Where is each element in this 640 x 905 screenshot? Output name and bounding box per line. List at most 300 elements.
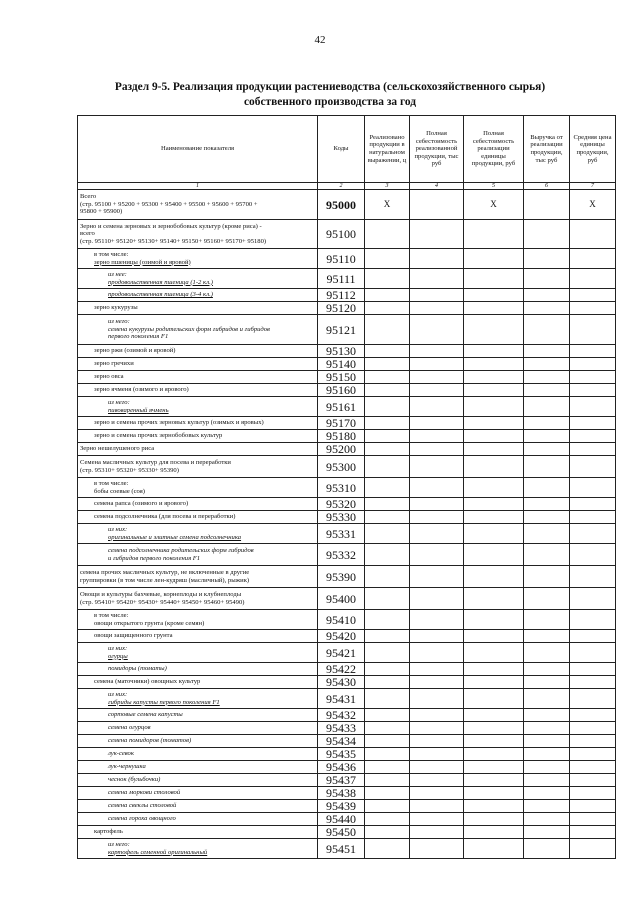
value-cell[interactable] — [464, 220, 524, 249]
value-cell[interactable] — [524, 787, 570, 800]
value-cell[interactable] — [570, 709, 616, 722]
value-cell[interactable] — [524, 643, 570, 663]
value-cell[interactable] — [365, 689, 410, 709]
value-cell[interactable] — [570, 722, 616, 735]
value-cell[interactable] — [464, 787, 524, 800]
value-cell[interactable] — [570, 663, 616, 676]
value-cell[interactable] — [524, 371, 570, 384]
row-code: 95433 — [318, 722, 365, 735]
value-cell[interactable] — [365, 430, 410, 443]
value-cell[interactable] — [570, 511, 616, 524]
value-cell[interactable] — [365, 676, 410, 689]
value-cell[interactable] — [464, 566, 524, 588]
header-average-price: Средняя цена единицы продукции, руб — [570, 116, 616, 183]
value-cell[interactable] — [365, 748, 410, 761]
value-cell[interactable] — [524, 220, 570, 249]
table-row — [78, 371, 616, 384]
value-cell[interactable] — [410, 689, 464, 709]
value-cell[interactable] — [524, 289, 570, 302]
header-revenue: Выручка от реализации продукции, тыс руб — [524, 116, 570, 183]
value-cell[interactable] — [410, 813, 464, 826]
value-cell[interactable] — [410, 630, 464, 643]
row-code: 95420 — [318, 630, 365, 643]
value-cell[interactable] — [365, 511, 410, 524]
indicator-name — [78, 269, 318, 289]
value-cell[interactable] — [410, 676, 464, 689]
indicator-name — [78, 709, 318, 722]
indicator-name-line: огурцы — [108, 652, 128, 660]
value-cell[interactable] — [365, 302, 410, 315]
value-cell[interactable] — [365, 220, 410, 249]
value-cell[interactable] — [524, 676, 570, 689]
value-cell[interactable] — [464, 345, 524, 358]
value-cell[interactable] — [464, 676, 524, 689]
table-row — [78, 826, 616, 839]
indicator-name — [78, 524, 318, 544]
indicator-name-line: зерно кукурузы — [94, 304, 138, 312]
indicator-name-line: в том числе: — [94, 611, 129, 619]
indicator-name — [78, 443, 318, 456]
value-cell[interactable] — [410, 302, 464, 315]
value-cell[interactable] — [365, 630, 410, 643]
value-cell[interactable] — [570, 566, 616, 588]
value-cell[interactable] — [365, 358, 410, 371]
value-cell[interactable] — [464, 735, 524, 748]
value-cell[interactable] — [464, 748, 524, 761]
indicator-name-line: помидоры (томаты) — [108, 665, 167, 673]
value-cell[interactable] — [410, 190, 464, 220]
value-cell[interactable] — [464, 588, 524, 610]
value-cell[interactable] — [410, 839, 464, 859]
value-cell[interactable] — [365, 663, 410, 676]
value-cell[interactable] — [570, 289, 616, 302]
value-cell[interactable] — [570, 735, 616, 748]
indicator-name-line: и гибридов первого поколения F1 — [108, 554, 201, 562]
value-cell[interactable] — [410, 345, 464, 358]
value-cell[interactable] — [570, 826, 616, 839]
value-cell[interactable] — [570, 689, 616, 709]
indicator-name — [78, 302, 318, 315]
row-code: 95300 — [318, 456, 365, 478]
table-body — [78, 190, 616, 859]
header-codes: Коды — [318, 116, 365, 183]
value-cell[interactable] — [464, 813, 524, 826]
table-row — [78, 345, 616, 358]
value-cell[interactable] — [570, 643, 616, 663]
indicator-name-line: бобы соевые (соя) — [94, 487, 145, 495]
value-cell[interactable] — [410, 269, 464, 289]
value-cell[interactable] — [464, 689, 524, 709]
indicator-name — [78, 249, 318, 269]
value-cell[interactable] — [365, 456, 410, 478]
table-row — [78, 456, 616, 478]
value-cell[interactable] — [570, 345, 616, 358]
value-cell[interactable] — [570, 588, 616, 610]
value-cell[interactable] — [524, 709, 570, 722]
value-cell[interactable] — [524, 358, 570, 371]
value-cell[interactable] — [570, 800, 616, 813]
row-code: 95430 — [318, 676, 365, 689]
value-cell[interactable] — [570, 774, 616, 787]
value-cell[interactable] — [524, 511, 570, 524]
value-cell[interactable] — [464, 478, 524, 498]
value-cell[interactable] — [365, 289, 410, 302]
value-cell[interactable] — [410, 397, 464, 417]
value-cell[interactable] — [410, 588, 464, 610]
value-cell[interactable] — [570, 630, 616, 643]
row-code: 95121 — [318, 315, 365, 345]
indicator-name-line: зерно пшеницы (озимой и яровой) — [94, 258, 191, 266]
header-row — [78, 116, 616, 183]
value-cell[interactable] — [524, 190, 570, 220]
value-cell[interactable] — [570, 443, 616, 456]
value-cell[interactable] — [464, 249, 524, 269]
indicator-name — [78, 735, 318, 748]
value-cell[interactable] — [464, 630, 524, 643]
indicator-name-line: Зерно нешелушеного риса — [80, 445, 155, 453]
value-cell[interactable] — [524, 663, 570, 676]
indicator-name-line: из него: — [108, 840, 130, 848]
indicator-name — [78, 689, 318, 709]
value-cell[interactable] — [410, 722, 464, 735]
value-cell[interactable] — [410, 787, 464, 800]
value-cell[interactable] — [570, 524, 616, 544]
value-cell[interactable] — [410, 663, 464, 676]
value-cell[interactable] — [570, 417, 616, 430]
value-cell[interactable] — [570, 787, 616, 800]
table-row — [78, 269, 616, 289]
indicator-name-line: (стр. 95410+ 95420+ 95430+ 95440+ 95450+ 95460+ 95490) — [80, 598, 245, 606]
value-cell[interactable] — [570, 269, 616, 289]
value-cell[interactable] — [570, 761, 616, 774]
row-code: 95110 — [318, 249, 365, 269]
value-cell[interactable] — [524, 813, 570, 826]
value-cell[interactable] — [464, 610, 524, 630]
value-cell[interactable] — [464, 511, 524, 524]
column-number: 7 — [570, 183, 616, 190]
table-row — [78, 800, 616, 813]
value-cell[interactable] — [524, 826, 570, 839]
value-cell[interactable] — [464, 722, 524, 735]
value-cell[interactable] — [365, 774, 410, 787]
table-row — [78, 813, 616, 826]
value-cell[interactable] — [464, 761, 524, 774]
indicator-name — [78, 511, 318, 524]
page-number: 42 — [314, 34, 326, 46]
value-cell[interactable] — [570, 610, 616, 630]
value-cell[interactable] — [464, 397, 524, 417]
value-cell[interactable] — [365, 787, 410, 800]
value-cell[interactable] — [365, 269, 410, 289]
row-code: 95439 — [318, 800, 365, 813]
value-cell[interactable] — [464, 384, 524, 397]
indicator-name-line: семена моркови столовой — [108, 789, 181, 797]
value-cell[interactable] — [524, 630, 570, 643]
value-cell[interactable] — [365, 384, 410, 397]
row-code: 95410 — [318, 610, 365, 630]
indicator-name — [78, 826, 318, 839]
indicator-name — [78, 220, 318, 249]
value-cell[interactable] — [365, 498, 410, 511]
value-cell[interactable] — [524, 774, 570, 787]
value-cell[interactable] — [410, 220, 464, 249]
value-cell[interactable] — [410, 417, 464, 430]
indicator-name-line: (стр. 95310+ 95320+ 95330+ 95390) — [80, 466, 179, 474]
value-cell[interactable] — [365, 371, 410, 384]
value-cell[interactable] — [464, 443, 524, 456]
indicator-name — [78, 588, 318, 610]
table-row — [78, 315, 616, 345]
value-cell[interactable] — [570, 397, 616, 417]
value-cell[interactable]: X — [365, 190, 410, 220]
value-cell[interactable] — [410, 735, 464, 748]
row-code: 95100 — [318, 220, 365, 249]
indicator-name-line: в том числе: — [94, 479, 129, 487]
table-row — [78, 689, 616, 709]
indicator-name-line: зерно овса — [94, 373, 124, 381]
row-code: 95451 — [318, 839, 365, 859]
value-cell[interactable] — [365, 610, 410, 630]
indicator-name-line: продовольственная пшеница (1-2 кл.) — [108, 278, 213, 286]
table-row — [78, 748, 616, 761]
value-cell[interactable] — [410, 371, 464, 384]
column-number: 5 — [464, 183, 524, 190]
value-cell[interactable] — [570, 358, 616, 371]
value-cell[interactable] — [365, 722, 410, 735]
value-cell[interactable] — [524, 417, 570, 430]
value-cell[interactable] — [570, 384, 616, 397]
indicator-name — [78, 748, 318, 761]
value-cell[interactable] — [464, 289, 524, 302]
value-cell[interactable] — [410, 249, 464, 269]
value-cell[interactable] — [464, 826, 524, 839]
indicator-name-line: лук-севок — [108, 750, 134, 758]
value-cell[interactable] — [464, 544, 524, 566]
indicator-name-line: всего — [80, 230, 95, 238]
table-row — [78, 302, 616, 315]
row-code: 95436 — [318, 761, 365, 774]
value-cell[interactable] — [365, 345, 410, 358]
value-cell[interactable] — [464, 371, 524, 384]
value-cell[interactable] — [365, 443, 410, 456]
value-cell[interactable] — [365, 397, 410, 417]
value-cell[interactable] — [570, 430, 616, 443]
value-cell[interactable] — [524, 384, 570, 397]
row-code: 95170 — [318, 417, 365, 430]
value-cell[interactable] — [365, 315, 410, 345]
table-row — [78, 289, 616, 302]
value-cell[interactable] — [410, 315, 464, 345]
value-cell[interactable] — [365, 813, 410, 826]
row-code: 95200 — [318, 443, 365, 456]
value-cell[interactable] — [365, 643, 410, 663]
value-cell[interactable] — [524, 735, 570, 748]
value-cell[interactable] — [570, 478, 616, 498]
indicator-name — [78, 610, 318, 630]
table-row — [78, 630, 616, 643]
value-cell[interactable] — [570, 544, 616, 566]
value-cell[interactable] — [570, 676, 616, 689]
section-title-line-1: Раздел 9-5. Реализация продукции растениеводства (сельскохозяйственного сырья) — [114, 81, 546, 93]
row-code: 95440 — [318, 813, 365, 826]
row-code: 95320 — [318, 498, 365, 511]
value-cell[interactable] — [570, 302, 616, 315]
value-cell[interactable] — [524, 761, 570, 774]
value-cell[interactable] — [464, 774, 524, 787]
value-cell[interactable] — [464, 417, 524, 430]
value-cell[interactable] — [365, 735, 410, 748]
value-cell[interactable] — [410, 709, 464, 722]
value-cell[interactable] — [524, 269, 570, 289]
indicator-name-line: из них: — [108, 644, 128, 652]
value-cell[interactable] — [410, 566, 464, 588]
value-cell[interactable] — [524, 456, 570, 478]
value-cell[interactable] — [410, 478, 464, 498]
value-cell[interactable] — [570, 220, 616, 249]
value-cell[interactable] — [410, 511, 464, 524]
indicator-name — [78, 800, 318, 813]
value-cell[interactable] — [410, 384, 464, 397]
row-code: 95431 — [318, 689, 365, 709]
indicator-name — [78, 630, 318, 643]
value-cell[interactable] — [410, 800, 464, 813]
value-cell[interactable] — [365, 800, 410, 813]
value-cell[interactable] — [524, 524, 570, 544]
value-cell[interactable] — [365, 524, 410, 544]
indicator-name — [78, 345, 318, 358]
value-cell[interactable] — [524, 345, 570, 358]
indicator-name-line: (стр. 95110+ 95120+ 95130+ 95140+ 95150+ 95160+ 95170+ 95180) — [80, 237, 267, 245]
indicator-name-line: семена подсолнечника родительских форм гибридов — [108, 546, 254, 554]
value-cell[interactable] — [570, 315, 616, 345]
value-cell[interactable] — [570, 839, 616, 859]
table-row — [78, 498, 616, 511]
value-cell[interactable] — [464, 498, 524, 511]
value-cell[interactable] — [365, 417, 410, 430]
table-row — [78, 643, 616, 663]
value-cell[interactable] — [524, 800, 570, 813]
value-cell[interactable] — [410, 430, 464, 443]
value-cell[interactable] — [570, 813, 616, 826]
row-code: 95331 — [318, 524, 365, 544]
indicator-name-line: из них: — [108, 690, 128, 698]
section-title-line-2: собственного производства за год — [244, 96, 416, 108]
value-cell[interactable] — [570, 456, 616, 478]
value-cell[interactable] — [464, 456, 524, 478]
value-cell[interactable] — [524, 839, 570, 859]
value-cell[interactable] — [524, 566, 570, 588]
value-cell[interactable] — [410, 524, 464, 544]
value-cell[interactable] — [365, 566, 410, 588]
table-row — [78, 544, 616, 566]
value-cell[interactable] — [410, 498, 464, 511]
value-cell[interactable] — [524, 249, 570, 269]
row-code: 95310 — [318, 478, 365, 498]
indicator-name — [78, 722, 318, 735]
value-cell[interactable] — [464, 358, 524, 371]
table-row — [78, 761, 616, 774]
value-cell[interactable] — [410, 610, 464, 630]
row-code: 95390 — [318, 566, 365, 588]
value-cell[interactable] — [570, 371, 616, 384]
value-cell[interactable] — [410, 443, 464, 456]
value-cell[interactable] — [464, 839, 524, 859]
value-cell[interactable] — [365, 839, 410, 859]
value-cell[interactable] — [365, 588, 410, 610]
value-cell[interactable] — [524, 302, 570, 315]
indicator-name — [78, 663, 318, 676]
value-cell[interactable] — [365, 544, 410, 566]
value-cell[interactable] — [464, 315, 524, 345]
value-cell[interactable] — [410, 643, 464, 663]
value-cell[interactable] — [524, 544, 570, 566]
value-cell[interactable] — [464, 302, 524, 315]
row-code: 95130 — [318, 345, 365, 358]
value-cell[interactable] — [410, 456, 464, 478]
value-cell[interactable] — [365, 249, 410, 269]
value-cell[interactable] — [524, 430, 570, 443]
row-code: 95437 — [318, 774, 365, 787]
row-code: 95112 — [318, 289, 365, 302]
row-code: 95438 — [318, 787, 365, 800]
value-cell[interactable] — [524, 397, 570, 417]
value-cell[interactable] — [570, 249, 616, 269]
value-cell[interactable] — [524, 748, 570, 761]
value-cell[interactable] — [570, 748, 616, 761]
indicator-name — [78, 643, 318, 663]
value-cell[interactable] — [570, 498, 616, 511]
indicator-name-line: семена огурцов — [108, 724, 151, 732]
value-cell[interactable]: X — [570, 190, 616, 220]
column-number: 2 — [318, 183, 365, 190]
value-cell[interactable] — [410, 826, 464, 839]
indicator-name-line: из нее: — [108, 270, 127, 278]
row-code: 95332 — [318, 544, 365, 566]
value-cell[interactable] — [524, 588, 570, 610]
value-cell[interactable] — [524, 443, 570, 456]
value-cell[interactable] — [464, 663, 524, 676]
indicator-name — [78, 544, 318, 566]
value-cell[interactable] — [524, 315, 570, 345]
value-cell[interactable] — [410, 761, 464, 774]
header-indicator-name: Наименование показателя — [78, 116, 318, 183]
value-cell[interactable] — [365, 478, 410, 498]
value-cell[interactable] — [464, 800, 524, 813]
value-cell[interactable] — [410, 289, 464, 302]
table-row — [78, 190, 616, 220]
value-cell[interactable] — [410, 544, 464, 566]
value-cell[interactable] — [524, 689, 570, 709]
value-cell[interactable] — [524, 610, 570, 630]
value-cell[interactable] — [524, 722, 570, 735]
value-cell[interactable] — [524, 498, 570, 511]
value-cell[interactable] — [524, 478, 570, 498]
value-cell[interactable] — [464, 430, 524, 443]
value-cell[interactable]: X — [464, 190, 524, 220]
value-cell[interactable] — [464, 269, 524, 289]
value-cell[interactable] — [365, 709, 410, 722]
value-cell[interactable] — [464, 643, 524, 663]
value-cell[interactable] — [410, 358, 464, 371]
value-cell[interactable] — [365, 761, 410, 774]
value-cell[interactable] — [410, 748, 464, 761]
value-cell[interactable] — [464, 524, 524, 544]
indicator-name-line: семена рапса (озимого и ярового) — [94, 500, 189, 508]
value-cell[interactable] — [410, 774, 464, 787]
row-code: 95111 — [318, 269, 365, 289]
value-cell[interactable] — [464, 709, 524, 722]
value-cell[interactable] — [365, 826, 410, 839]
